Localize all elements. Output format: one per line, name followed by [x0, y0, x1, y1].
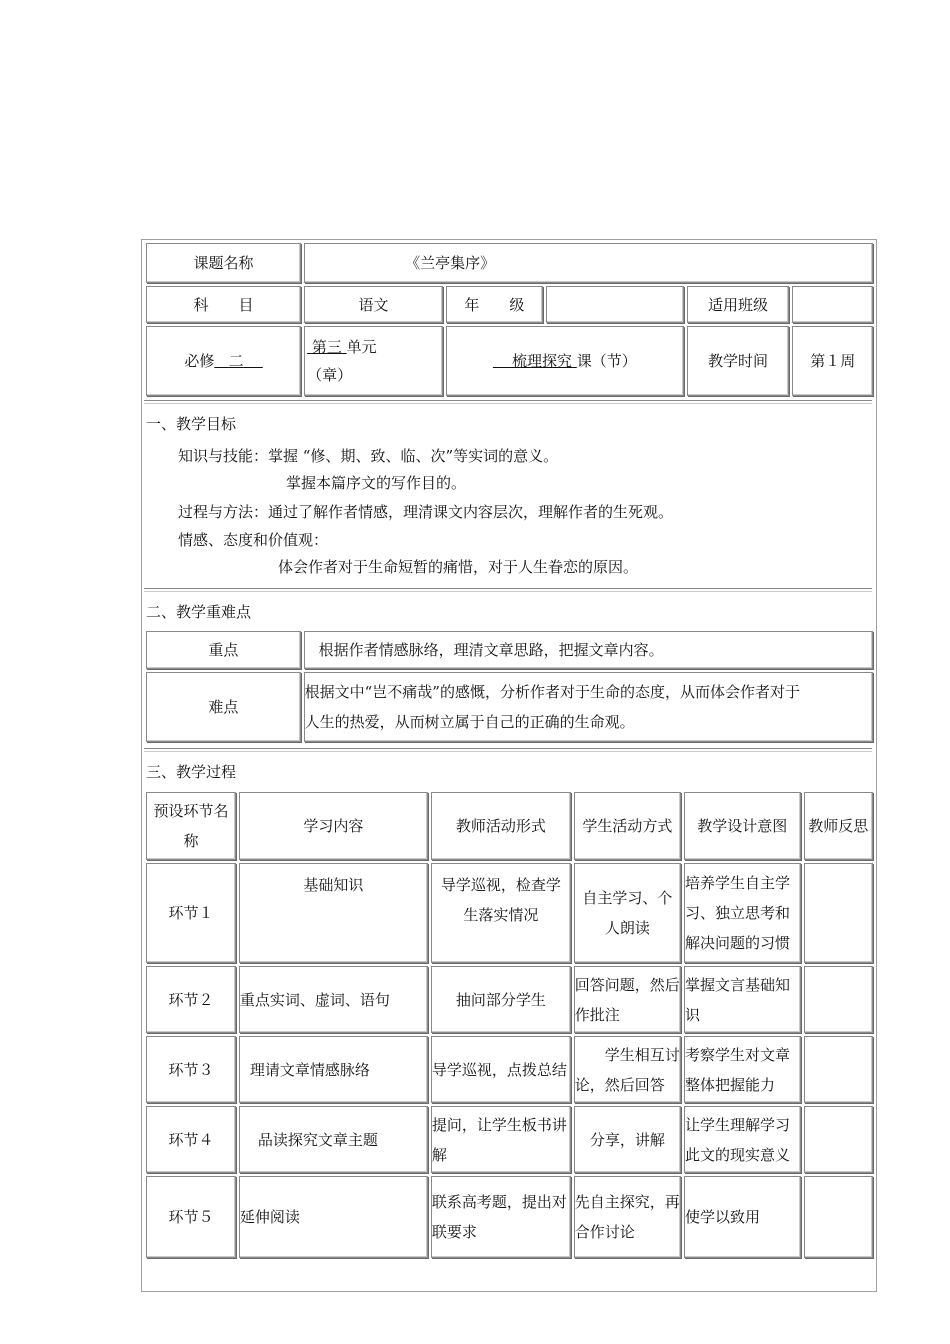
difficulty-text: 根据文中“岂不痛哉”的感慨，分析作者对于生命的态度，从而体会作者对于 人生的热爱，从而树立属于自己的正确的生命观。 — [304, 672, 873, 742]
stage-cell: 环节１ — [146, 863, 236, 963]
intent-cell: 掌握文言基础知识 — [684, 966, 800, 1033]
table-row — [146, 966, 873, 1033]
student-cell: 回答问题，然后作批注 — [574, 966, 681, 1033]
table-row — [146, 863, 873, 963]
keypoints-heading: 二、教学重难点 — [146, 603, 252, 621]
goals-line-3: 过程与方法：通过了解作者情感，理清课文内容层次，理解作者的生死观。 — [178, 503, 674, 521]
content-cell: 理请文章情感脉络 — [239, 1036, 428, 1103]
teacher-cell: 抽问部分学生 — [431, 966, 571, 1033]
goals-line-5: 体会作者对于生命短暂的痛惜，对于人生眷恋的原因。 — [278, 558, 639, 576]
reflection-cell — [804, 1036, 874, 1103]
header-content: 学习内容 — [239, 792, 428, 860]
class-value — [792, 286, 873, 323]
reflection-cell — [804, 1176, 874, 1258]
header-stage: 预设环节名称 — [146, 792, 236, 860]
reflection-cell — [804, 863, 874, 963]
intent-cell: 让学生理解学习此文的现实意义 — [684, 1106, 800, 1173]
process-table — [143, 789, 876, 1261]
intent-cell: 考察学生对文章整体把握能力 — [684, 1036, 800, 1103]
header-reflection: 教师反思 — [804, 792, 874, 860]
goals-heading: 一、教学目标 — [146, 415, 237, 433]
student-cell: 分享，讲解 — [574, 1106, 681, 1173]
unit-note: （章） — [307, 366, 353, 384]
goals-line-1: 知识与技能：掌握 “修、期、致、临、次”等实词的意义。 — [178, 447, 559, 465]
process-heading: 三、教学过程 — [146, 763, 237, 781]
goals-line-2: 掌握本篇序文的写作目的。 — [286, 474, 467, 492]
divider — [144, 588, 872, 592]
difficulty-label: 难点 — [146, 672, 301, 742]
student-cell: 学生相互讨论，然后回答 — [574, 1036, 681, 1103]
lesson-suffix: 课（节） — [576, 352, 637, 370]
unit-suffix: 单元 — [346, 338, 377, 356]
stage-cell: 环节２ — [146, 966, 236, 1033]
focus-text: 根据作者情感脉络，理清文章思路，把握文章内容。 — [304, 631, 873, 669]
intent-cell: 培养学生自主学习、独立思考和解决问题的习惯 — [684, 863, 800, 963]
table-row — [146, 1106, 873, 1173]
content-cell: 重点实词、虚词、语句 — [239, 966, 428, 1033]
info-table — [143, 240, 876, 399]
student-cell: 自主学习、个人朗读 — [574, 863, 681, 963]
table-row — [146, 1036, 873, 1103]
header-student: 学生活动方式 — [574, 792, 681, 860]
content-cell: 品读探究文章主题 — [239, 1106, 428, 1173]
lesson-value: 梳理探究 — [512, 352, 573, 370]
stage-cell: 环节５ — [146, 1176, 236, 1258]
grade-value — [546, 286, 684, 323]
topic-value: 《兰亭集序》 — [304, 243, 873, 283]
teacher-cell: 提问，让学生板书讲解 — [431, 1106, 571, 1173]
content-cell: 延伸阅读 — [239, 1176, 428, 1258]
student-cell: 先自主探究，再合作讨论 — [574, 1176, 681, 1258]
time-value: 第１周 — [792, 326, 873, 396]
reflection-cell — [804, 1106, 874, 1173]
stage-cell: 环节４ — [146, 1106, 236, 1173]
stage-cell: 环节３ — [146, 1036, 236, 1103]
subject-value: 语文 — [304, 286, 443, 323]
unit-value: 第三 — [311, 338, 342, 356]
process-header-row — [146, 792, 873, 860]
volume-value: 二 — [228, 352, 244, 370]
header-teacher: 教师活动形式 — [431, 792, 571, 860]
grade-label: 年 级 — [446, 286, 543, 323]
teacher-cell: 导学巡视，点拨总结 — [431, 1036, 571, 1103]
lesson-cell — [446, 326, 684, 396]
topic-label: 课题名称 — [146, 243, 301, 283]
keypoints-table — [143, 628, 876, 745]
teacher-cell: 联系高考题，提出对联要求 — [431, 1176, 571, 1258]
subject-label: 科 目 — [146, 286, 301, 323]
content-cell: 基础知识 — [239, 863, 428, 963]
intent-cell: 使学以致用 — [684, 1176, 800, 1258]
divider — [144, 400, 872, 404]
teacher-cell: 导学巡视，检查学生落实情况 — [431, 863, 571, 963]
table-row — [146, 1176, 873, 1258]
class-label: 适用班级 — [687, 286, 790, 323]
volume-cell — [146, 326, 301, 396]
volume-prefix: 必修 — [184, 352, 215, 370]
header-intent: 教学设计意图 — [684, 792, 800, 860]
focus-label: 重点 — [146, 631, 301, 669]
divider — [144, 748, 872, 752]
unit-cell — [304, 326, 443, 396]
reflection-cell — [804, 966, 874, 1033]
goals-line-4: 情感、态度和价值观： — [178, 531, 329, 549]
time-label: 教学时间 — [687, 326, 790, 396]
